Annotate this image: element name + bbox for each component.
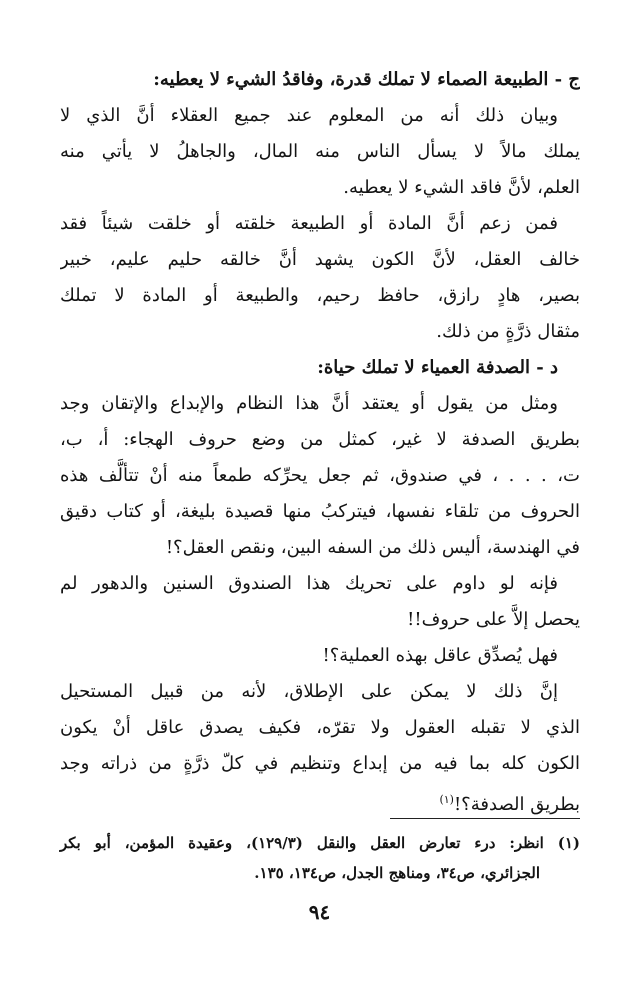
paragraph-line: الحروف من تلقاء نفسها، فيتركبُ منها قصيدة بليغة، أو كتاب دقيق [60, 501, 580, 522]
paragraph-text: بطريق الصدفة؟! [453, 794, 580, 815]
footnote-separator [390, 818, 580, 819]
paragraph-line: فهل يُصدِّق عاقل بهذه العملية؟! [322, 645, 558, 666]
paragraph-line: في الهندسة، أليس ذلك من السفه البين، ونقص العقل؟! [165, 537, 580, 558]
page-number: ٩٤ [308, 900, 331, 924]
page-body [60, 62, 580, 818]
paragraph-line: ت، . . . ، في صندوق، ثم جعل يحرِّكه طمعاً منه أنْ تتألَّف هذه [60, 465, 580, 486]
paragraph-line: بطريق الصدفة لا غير، كمثل من وضع حروف الهجاء: أ، ب، [60, 429, 580, 450]
footnotes [60, 828, 580, 888]
footnote-line: (١) انظر: درء تعارض العقل والنقل (١٢٩/٣)، وعقيدة المؤمن، أبو بكر [60, 834, 581, 852]
footnote-reference[interactable]: (١) [439, 793, 454, 806]
footnote-line: الجزائري، ص٣٤، ومناهج الجدل، ص١٣٤، ١٣٥. [254, 864, 540, 882]
paragraph-line: فمن زعم أنَّ المادة أو الطبيعة خلقته أو خلقت شيئاً فقد [60, 213, 558, 234]
paragraph-line: الكون كله بما فيه من إبداع وتنظيم في كلّ ذرَّةٍ من ذراته وجد [60, 753, 580, 774]
paragraph-line: خالف العقل، لأنَّ الكون يشهد أنَّ خالقه حليم عليم، خبير [60, 249, 580, 270]
paragraph-line: فإنه لو داوم على تحريك هذا الصندوق السنين والدهور لم [60, 573, 558, 594]
section-heading-d: د - الصدفة العمياء لا تملك حياة: [317, 357, 558, 378]
paragraph-line: إنَّ ذلك لا يمكن على الإطلاق، لأنه من قبيل المستحيل [60, 681, 558, 702]
paragraph-line: وبيان ذلك أنه من المعلوم عند جميع العقلاء أنَّ الذي لا [60, 105, 558, 126]
paragraph-line-last [60, 782, 580, 818]
paragraph-line: مثقال ذرَّةٍ من ذلك. [436, 321, 580, 342]
paragraph-line: بصير، هادٍ رازق، حافظ رحيم، والطبيعة أو المادة لا تملك [60, 285, 580, 306]
paragraph-line: يحصل إلاَّ على حروف!! [407, 609, 580, 630]
paragraph-line: العلم، لأنَّ فاقد الشيء لا يعطيه. [343, 177, 580, 198]
paragraph-line: ومثل من يقول أو يعتقد أنَّ هذا النظام والإبداع والإتقان وجد [60, 393, 558, 414]
paragraph-line: الذي لا تقبله العقول ولا تقرّه، فكيف يصدق عاقل أنْ يكون [60, 717, 580, 738]
paragraph-line: يملك مالاً لا يسأل الناس منه المال، والجاهلُ لا يأتي منه [60, 141, 580, 162]
section-heading-c: ج - الطبيعة الصماء لا تملك قدرة، وفاقدُ الشيء لا يعطيه: [153, 69, 580, 90]
